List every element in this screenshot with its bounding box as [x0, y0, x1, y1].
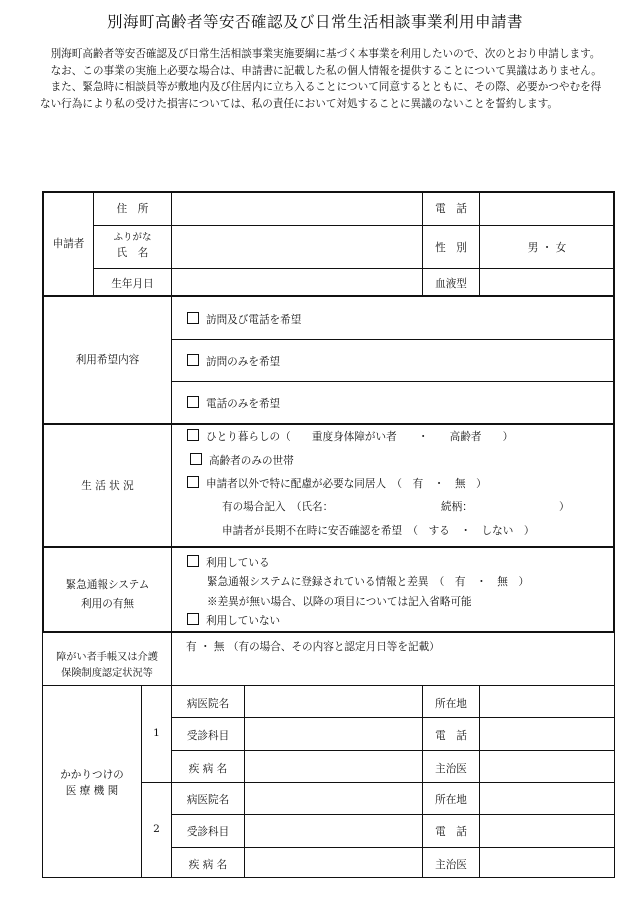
- checkbox-icon[interactable]: [187, 476, 199, 488]
- furigana-label: ふりがな: [113, 232, 152, 243]
- living-option-elderly-household[interactable]: 高齢者のみの世帯: [190, 453, 294, 468]
- name-label: 氏 名: [116, 247, 149, 259]
- usage-option-phone-only[interactable]: 電話のみを希望: [187, 396, 280, 411]
- hospital-name-label: 病医院名: [186, 794, 230, 806]
- intro-paragraph-3: また、緊急時に相談員等が敷地内及び住居内に立ち入ることについて同意するとともに、その際、必要かつやむを得ない行為により私の受けた損害については、私の責任において対処することに異議のないことを誓約します。: [40, 81, 602, 110]
- emergency-option-not-using[interactable]: 利用していない: [187, 613, 280, 628]
- hospital-name-label: 病医院名: [186, 698, 230, 710]
- emergency-option-using[interactable]: 利用している: [187, 555, 270, 570]
- birthdate-field[interactable]: [172, 270, 421, 294]
- checkbox-icon[interactable]: [187, 396, 199, 408]
- sex-options[interactable]: 男 ・ 女: [527, 242, 567, 254]
- cohabitant-relation-label: 続柄：: [441, 501, 473, 513]
- living-section-label: 生 活 状 況: [81, 480, 134, 492]
- doctor-label: 主治医: [435, 763, 467, 775]
- disability-status[interactable]: 有 ・ 無 （有の場合、その内容と認定月日等を記載）: [186, 641, 440, 653]
- hospital-location-label: 所在地: [435, 698, 467, 710]
- name-field[interactable]: [172, 227, 421, 267]
- disease-label: 疾 病 名: [188, 763, 228, 775]
- living-option-cohabitant[interactable]: 申請者以外で特に配慮が必要な同居人 （ 有 ・ 無 ）: [187, 476, 487, 491]
- intro-text: [40, 46, 608, 112]
- medical-label-line1: かかりつけの: [60, 769, 124, 781]
- address-label: 住 所: [116, 203, 149, 215]
- birthdate-label: 生年月日: [111, 278, 154, 290]
- disability-label-line2: 保険制度認定状況等: [61, 668, 153, 679]
- cohabitant-close-paren: ）: [559, 501, 570, 513]
- phone-field[interactable]: [481, 195, 612, 224]
- address-field[interactable]: [172, 195, 421, 224]
- hospital-location-label: 所在地: [435, 794, 467, 806]
- usage-option-visit-and-phone[interactable]: 訪問及び電話を希望: [187, 312, 301, 327]
- medical-label-line2: 医 療 機 関: [65, 785, 119, 797]
- intro-paragraph-1: 別海町高齢者等安否確認及び日常生活相談事業実施要綱に基づく本事業を利用したいので、次のとおり申請します。: [50, 48, 601, 60]
- hospital-phone-label: 電 話: [435, 826, 467, 838]
- department-label: 受診科目: [186, 730, 230, 742]
- emergency-label-line2: 利用の有無: [81, 598, 134, 610]
- checkbox-icon[interactable]: [187, 613, 199, 625]
- intro-paragraph-2: なお、この事業の実施上必要な場合は、申請書に記載した私の個人情報を提供することについて異議はありません。: [50, 64, 602, 77]
- disability-label-line1: 障がい者手帳又は介護: [56, 652, 158, 663]
- hospital-phone-label: 電 話: [435, 730, 467, 742]
- sex-label: 性 別: [435, 242, 467, 254]
- usage-section-label: 利用希望内容: [75, 354, 140, 366]
- checkbox-icon[interactable]: [187, 429, 199, 441]
- medical-entry-number: 2: [153, 823, 160, 835]
- disease-label: 疾 病 名: [188, 859, 228, 871]
- cohabitant-name-label: 有の場合記入 （氏名：: [222, 501, 334, 513]
- phone-label: 電 話: [435, 203, 467, 215]
- emergency-registered-diff[interactable]: 緊急通報システムに登録されている情報と差異 （ 有 ・ 無 ）: [207, 576, 530, 588]
- form-title: 別海町高齢者等安否確認及び日常生活相談事業利用申請書: [106, 13, 523, 31]
- department-label: 受診科目: [186, 826, 230, 838]
- blood-type-label: 血液型: [435, 278, 467, 290]
- blood-type-field[interactable]: [481, 270, 612, 294]
- emergency-label-line1: 緊急通報システム: [65, 579, 150, 591]
- applicant-section-label: 申請者: [52, 238, 85, 250]
- checkbox-icon[interactable]: [187, 354, 199, 366]
- usage-option-visit-only[interactable]: 訪問のみを希望: [187, 354, 280, 369]
- living-option-alone[interactable]: ひとり暮らしの（ 重度身体障がい者 ・ 高齢者 ）: [187, 429, 513, 444]
- checkbox-icon[interactable]: [187, 312, 199, 324]
- checkbox-icon[interactable]: [187, 555, 199, 567]
- emergency-note: ※差異が無い場合、以降の項目については記入省略可能: [207, 596, 472, 608]
- doctor-label: 主治医: [435, 859, 467, 871]
- checkbox-icon[interactable]: [190, 453, 202, 465]
- medical-entry-number: 1: [153, 727, 160, 739]
- absence-check-preference[interactable]: 申請者が長期不在時に安否確認を希望 （ する ・ しない ）: [222, 525, 535, 537]
